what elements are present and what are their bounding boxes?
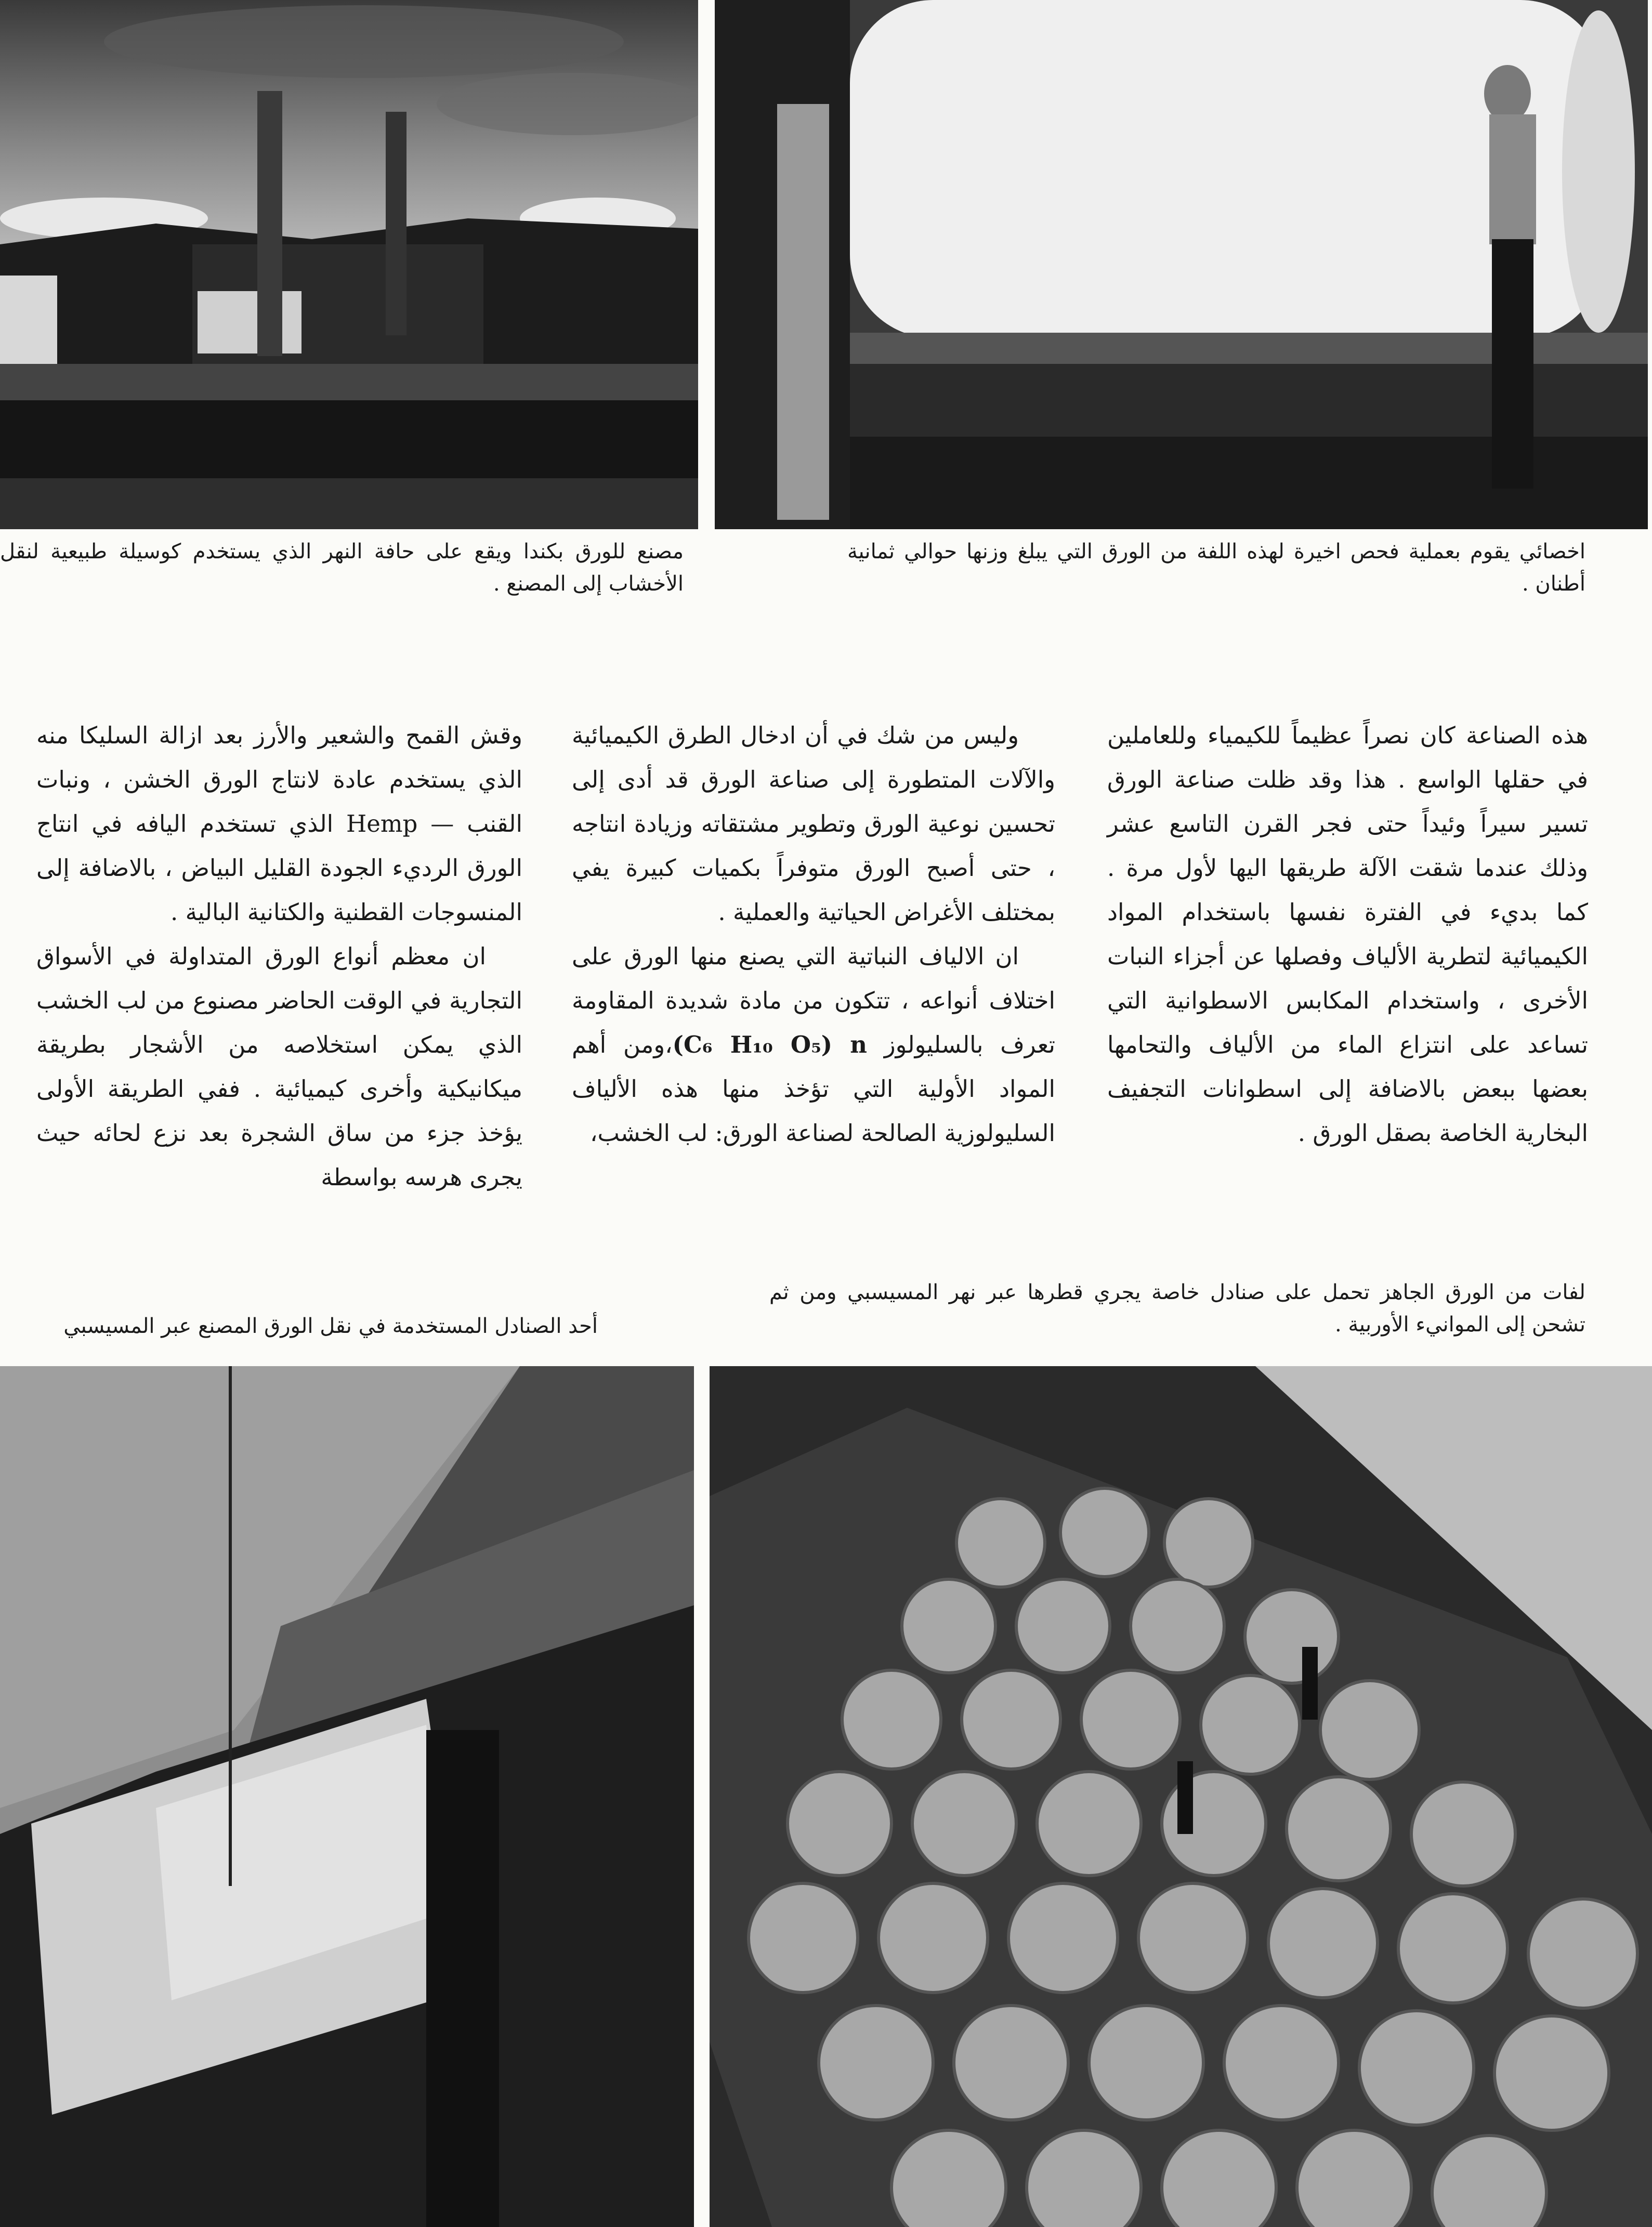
article-column-middle [572, 713, 1055, 1155]
factory-smokestacks-icon [0, 0, 698, 529]
article-paragraph: وقش القمح والشعير والأرز بعد ازالة السليكا منه الذي يستخدم عادة لانتاج الورق الخشن ، ونبات القنب — Hemp الذي تستخدم اليافه في انتاج الورق الرديء الجودة القليل البياض ، بالاضافة إلى المنسوجات القطنية والكتانية البالية . [36, 722, 522, 926]
article-column-left [36, 713, 522, 1199]
paper-roll-photo [715, 0, 1648, 529]
article-text: ان الالياف النباتية التي يصنع منها الورق على اختلاف أنواعه ، تتكون من مادة شديدة المقاومة تعرف بالسليولوز [572, 942, 1055, 1058]
article-paragraph: هذه الصناعة كان نصراً عظيماً للكيمياء وللعاملين في حقلها الواسع . هذا وقد ظلت صناعة الورق تسير سيراً وئيداً حتى فجر القرن التاسع عشر وذلك عندما شقت الآلة طريقها اليها لأول مرة . كما بديء في الفترة نفسها باستخدام المواد الكيميائية لتطرية الألياف وفصلها عن أجزاء النبات الأخرى ، واستخدام المكابس الاسطوانية التي تساعد على انتزاع الماء من الألياف والتحامها بعضها ببعض بالاضافة إلى اسطوانات التجفيف البخارية الخاصة بصقل الورق . [1107, 722, 1588, 1147]
paper-roll-caption: اخصائي يقوم بعملية فحص اخيرة لهذه اللفة من الورق التي يبلغ وزنها حوالي ثمانية أطنان . [847, 540, 1585, 596]
article-text: ،ومن أهم المواد الأولية التي تؤخذ منها هذه الألياف السليولوزية الصالحة لصناعة الورق: لب الخشب، [572, 1031, 1055, 1147]
paper-rolls-on-barge-icon [710, 1366, 1652, 2227]
article-paragraph: وليس من شك في أن ادخال الطرق الكيميائية والآلات المتطورة إلى صناعة الورق قد أدى إلى تحسين نوعية الورق وتطوير مشتقاته وزيادة انتاجه ، حتى أصبح الورق متوفراً بكميات كبيرة يفي بمختلف الأغراض الحياتية والعملية . [572, 722, 1055, 926]
factory-photo [0, 0, 698, 529]
factory-caption: مصنع للورق بكندا ويقع على حافة النهر الذي يستخدم كوسيلة طبيعية لنقل الأخشاب إلى المصنع . [0, 540, 684, 596]
paper-rolls-barge-photo [710, 1366, 1652, 2227]
barge-cargo-hold-icon [0, 1366, 694, 2227]
rolls-barge-caption: لفات من الورق الجاهز تحمل على صنادل خاصة يجري قطرها عبر نهر المسيسبي ومن ثم تشحن إلى الموانيء الأوربية . [769, 1280, 1585, 1337]
article-column-right [1107, 713, 1588, 1155]
barge-caption: أحد الصنادل المستخدمة في نقل الورق المصنع عبر المسيسبي [63, 1314, 598, 1338]
article-paragraph [572, 934, 1055, 1155]
paper-roll-inspection-icon [715, 0, 1648, 529]
article-paragraph: ان معظم أنواع الورق المتداولة في الأسواق التجارية في الوقت الحاضر مصنوع من لب الخشب الذي يمكن استخلاصه من الأشجار بطريقة ميكانيكية وأخرى كيميائية . ففي الطريقة الأولى يؤخذ جزء من ساق الشجرة بعد نزع لحائه حيث يجرى هرسه بواسطة [36, 942, 522, 1191]
barge-cargo-photo [0, 1366, 694, 2227]
cellulose-formula: (C₆ H₁₀ O₅) n [672, 1031, 868, 1058]
